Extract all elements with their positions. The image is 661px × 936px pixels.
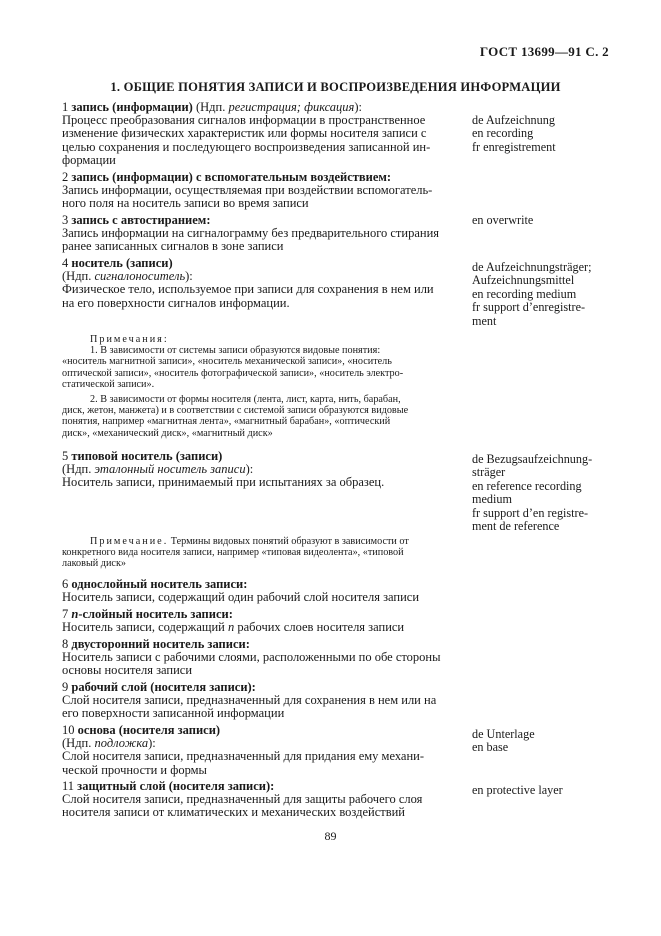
term-title: 5 типовой носитель (записи) [62,449,223,463]
foreign-equivalents: en overwrite [472,213,534,227]
foreign-equivalents: de Aufzeichnungsträger; Aufzeichnungsmittel en recording medium fr support d’enregistre- ment [472,260,592,328]
note-heading: Примечания: [90,334,169,345]
foreign-equivalents: de Bezugsaufzeichnung- sträger en reference recording medium fr support d’en registre- ment de reference [472,452,593,534]
term-ndp: (Ндп. эталонный носитель записи): [62,462,254,477]
term-definition: Физическое тело, используемое при записи для сохранения в нем или на его поверхности сигналов информации. [62,282,434,310]
term-entry-9 [62,681,602,721]
term-title: 8 двусторонний носитель записи: [62,637,250,651]
term-title: 10 основа (носителя записи) [62,723,221,737]
term-title: 4 носитель (записи) [62,256,173,270]
foreign-equivalents: en protective layer [472,783,563,797]
term-entry-4 [62,256,602,328]
foreign-equivalents: de Aufzeichnung en recording fr enregistrement [472,113,556,154]
term-title: 6 однослойный носитель записи: [62,577,248,591]
term-entry-7 [62,608,602,634]
note-block-5: Примечание. Термины видовых понятий образуют в зависимости от конкретного вида носителя записи, например «типовая видеолента», «типовой лаковый диск» [62,536,409,570]
term-entry-5 [62,449,602,534]
term-entry-8 [62,638,602,678]
term-title: 7 n-слойный носитель записи: [62,607,233,621]
term-entry-1 [62,101,602,167]
term-definition: Запись информации, осуществляемая при воздействии вспомогатель- ного поля на носитель записи во время записи [62,183,433,211]
term-title: 1 запись (информации) (Ндп. регистрация; фиксация): [62,100,363,114]
term-definition: Носитель записи, принимаемый при испытаниях за образец. [62,475,385,490]
term-definition: Носитель записи с рабочими слоями, расположенными по обе стороны основы носителя записи [62,650,441,678]
term-definition: Носитель записи, содержащий n рабочих слоев носителя записи [62,620,405,635]
term-ndp: (Ндп. подложка): [62,736,156,751]
term-definition: Слой носителя записи, предназначенный для защиты рабочего слоя носителя записи от климатических и механических воздействий [62,792,423,820]
term-title: 3 запись с автостиранием: [62,213,211,227]
term-entry-11 [62,780,602,820]
term-definition: Слой носителя записи, предназначенный для сохранения в нем или на его поверхности записанной информации [62,693,437,721]
term-entry-6 [62,578,602,604]
document-header: ГОСТ 13699—91 С. 2 [479,44,609,59]
term-title: 11 защитный слой (носителя записи): [62,779,275,793]
term-definition: Процесс преобразования сигналов информации в пространственное изменение физических характеристик или формы носителя записи с целью сохранения и последующего воспроизведения записанной ин- формации [62,113,431,167]
term-entry-2 [62,171,602,211]
term-ndp: (Ндп. сигналоноситель): [62,269,193,284]
note-paragraph-2: 2. В зависимости от формы носителя (лента, лист, карта, нить, барабан, диск, жетон, манжета) и в соответствии с системой записи образуются видовые понятия, например «магнитная лента», «магнитный барабан», «оптический диск», «механический диск», «магнитный диск» [62,394,409,439]
note-paragraph-1: 1. В зависимости от системы записи образуются видовые понятия: «носитель магнитной записи», «носитель механической записи», «носитель оптической записи», «носитель фотографической записи», «носитель электро- статической записи». [62,345,404,390]
foreign-equivalents: de Unterlage en base [472,727,535,755]
term-definition: Запись информации на сигналограмму без предварительного стирания ранее записанных сигналов в зоне записи [62,226,440,254]
term-entry-10 [62,724,602,777]
term-definition: Слой носителя записи, предназначенный для придания ему механи- ческой прочности и формы [62,749,425,777]
term-title: 9 рабочий слой (носителя записи): [62,680,256,694]
term-title: 2 запись (информации) с вспомогательным воздействием: [62,170,392,184]
note-block-4 [62,334,442,439]
note-heading: Примечание. [90,536,169,547]
term-definition: Носитель записи, содержащий один рабочий слой носителя записи [62,590,420,605]
section-title: 1. ОБЩИЕ ПОНЯТИЯ ЗАПИСИ И ВОСПРОИЗВЕДЕНИЯ ИНФОРМАЦИИ [110,80,561,94]
page-number: 89 [324,829,337,843]
term-entry-3 [62,214,602,254]
